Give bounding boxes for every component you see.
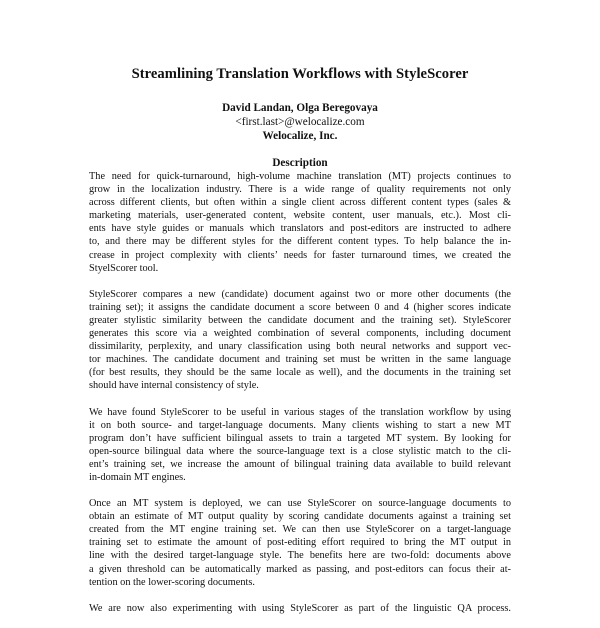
text-line: Once an MT system is deployed, we can use StyleScorer on source-language documents to — [89, 498, 511, 510]
text-line: obtain an estimate of MT output quality by scoring candidate documents against a training set — [89, 511, 511, 523]
text-line: it on both source- and target-language documents. Many clients wishing to start a new MT — [89, 419, 511, 431]
text-line: tention on the lower-scoring documents. — [89, 576, 255, 588]
text-line: in-domain MT engines. — [89, 471, 186, 483]
text-line: open-source bilingual data where the source-language text is a close stylistic match to the cli- — [89, 445, 511, 457]
text-line: generates this score via a weighted combination of several components, including document — [89, 328, 511, 340]
text-line: tor machines. The candidate document and training set must be written in the same language — [89, 354, 511, 366]
paragraph-2 — [89, 288, 511, 393]
paragraph-3 — [89, 406, 511, 485]
text-line: StyleScorer compares a new (candidate) document against two or more other documents (the — [89, 288, 511, 300]
paragraph-5 — [89, 602, 511, 615]
text-line: to, and there may be different styles for the different content types. To help balance the in- — [89, 236, 511, 248]
text-line: greater stylistic similarity between the candidate document and the training set). StyleScorer — [89, 314, 511, 326]
text-line: dissimilarity, perplexity, and unary classification using both neural networks and support vec- — [89, 341, 511, 353]
text-line: ents have style guides or manuals which translators and post-editors are instructed to adhere — [89, 223, 511, 235]
text-line: created from the MT engine training set. We can then use StyleScorer on a target-language — [89, 524, 511, 536]
text-line: a given threshold can be automatically marked as passing, and post-editors can focus their at- — [89, 563, 511, 575]
author-affiliation: Welocalize, Inc. — [262, 130, 338, 142]
text-line: grow in the localization industry. There is a wide range of quality requirements not only — [89, 184, 511, 196]
text-line: ent’s training set, we increase the amount of bilingual training data available to build relevant — [89, 458, 511, 470]
text-line: (for best results, they should be the same locale as well), and the documents in the training set — [89, 367, 511, 379]
text-line: program don’t have sufficient bilingual assets to train a targeted MT system. By looking for — [89, 432, 511, 444]
text-line: StyelScorer tool. — [89, 262, 159, 274]
description-body — [89, 170, 511, 628]
paper-title: Streamlining Translation Workflows with StyleScorer — [131, 66, 469, 82]
text-line: We have found StyleScorer to be useful in various stages of the translation workflow by using — [89, 406, 511, 418]
text-line: training set); it assigns the candidate document a score between 0 and 4 (higher scores indicate — [89, 301, 511, 313]
paragraph-4 — [89, 497, 511, 589]
text-line: across different clients, but often within a single client across different content types (sales & — [89, 197, 511, 209]
text-line: training set to estimate the amount of post-editing effort required to bring the MT output in — [89, 537, 511, 549]
text-line: marketing materials, user-generated content, website content, user manuals, etc.). Most cli- — [89, 210, 511, 222]
text-line: should have internal consistency of style. — [89, 380, 259, 392]
text-line: We are now also experimenting with using StyleScorer as part of the linguistic QA process. — [89, 602, 511, 614]
text-line: crease in project complexity with clients’ needs for faster turnaround times, we created the — [89, 249, 511, 261]
author-email: <first.last>@welocalize.com — [235, 116, 365, 128]
paragraph-1 — [89, 170, 511, 275]
text-line: line with the desired target-language style. The benefits here are two-fold: documents above — [89, 550, 511, 562]
section-heading: Description — [272, 157, 328, 169]
text-line: The need for quick-turnaround, high-volume machine translation (MT) projects continues to — [89, 171, 511, 182]
author-names: David Landan, Olga Beregovaya — [222, 102, 378, 114]
